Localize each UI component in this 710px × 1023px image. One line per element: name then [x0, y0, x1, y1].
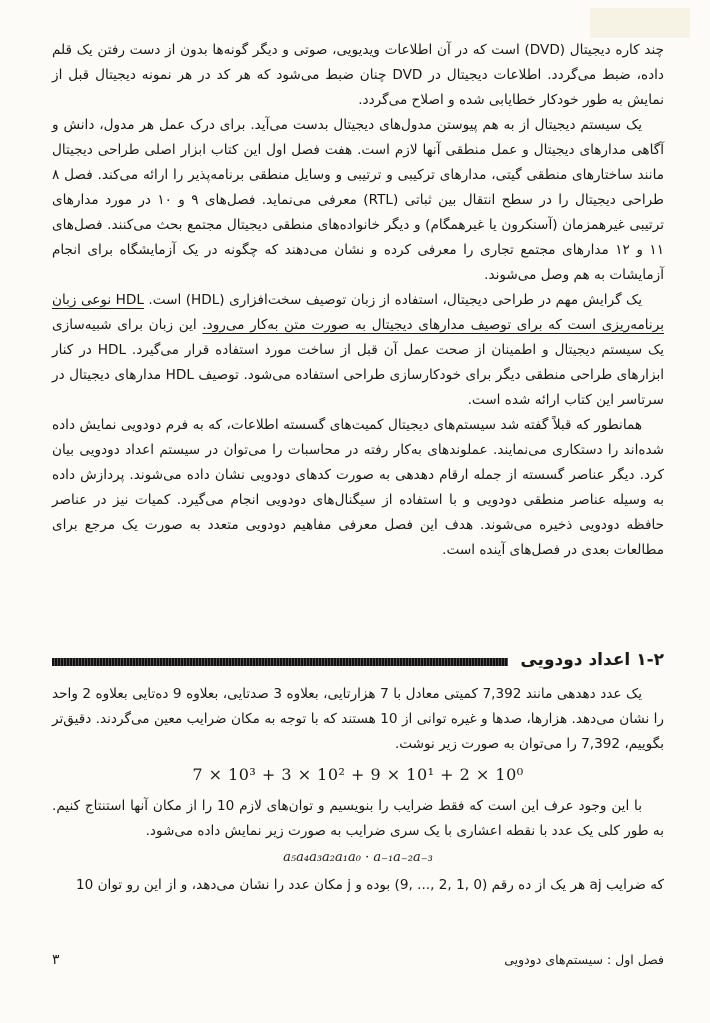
paragraph-text: است که در آن اطلاعات ویدیویی، صوتی و دیگر گونه‌ها بدون از دست رفتن یک قلم داده، ضبط می‌گردد. اطلاعات دیجیتال در DVD چنان ضبط می‌شود که هر کد در هر نمونه دیجیتال قبل از نمایش به طور خودکار خطایابی شده و اصلاح می‌گردد. — [52, 42, 664, 108]
section-title-text: اعداد دودویی — [520, 650, 631, 670]
paragraph-text: یک گرایش مهم در طراحی دیجیتال، استفاده از زبان توصیف سخت‌افزاری (HDL) است. — [143, 292, 642, 308]
paragraph-dvd — [52, 38, 664, 113]
paragraph-binary-intro: همانطور که قبلاً گفته شد سیستم‌های دیجیتال کمیت‌های گسسته اطلاعات، که به فرم دودویی نمایش داده شده‌اند را دستکاری می‌نمایند. عملوندهای به‌کار رفته در محاسبات را می‌توان در سیستم اعداد دودویی بیان کرد. دیگر عناصر گسسته از جمله ارقام دهدهی به صورت کدهای دودویی نشان داده می‌شوند. پردازش داده به وسیله عناصر منطقی دودویی و با استفاده از سیگنال‌های دودویی انجام می‌گیرد. کمیات نیز در عناصر حافظه دودویی ذخیره می‌شوند. هدف این فصل معرفی مفاهیم دودویی متعدد به صورت یک مرجع برای مطالعات بعدی در فصل‌های آینده است. — [52, 417, 664, 558]
page-corner-tab — [590, 8, 690, 38]
paragraph-text: چند کاره دیجیتال — [565, 42, 664, 58]
paragraph-decimal: یک عدد دهدهی مانند 7,392 کمیتی معادل با 7 هزارتایی، بعلاوه 3 صدتایی، بعلاوه 9 ده‌تایی بعلاوه 2 واحد را نشان می‌دهد. هزارها، صدها و غیره توانی از 10 هستند که با توجه به مکان ضرایب معین می‌گردند. دقیق‌تر بگوییم، 7,392 را می‌توان به صورت زیر نوشت. — [52, 686, 664, 752]
section-title — [508, 650, 664, 670]
equation-expansion: 7 × 10³ + 3 × 10² + 9 × 10¹ + 2 × 10⁰ — [192, 765, 524, 784]
section-number: ۱-۲ — [636, 650, 664, 670]
underlined-definition: HDL نوعی زبان برنامه‌ریزی است که برای توصیف مدارهای دیجیتال به صورت متن به‌کار می‌رود. — [52, 292, 664, 333]
section-rule — [52, 658, 508, 666]
page-footer — [52, 952, 664, 968]
body-text — [52, 38, 664, 563]
equation-coefficients: a₅a₄a₃a₂a₁a₀ · a₋₁a₋₂a₋₃ — [283, 850, 433, 865]
paragraph-digits: که ضرایب aj هر یک از ده رقم (0 ,1 ,2 ,... ,9) بوده و j مکان عدد را نشان می‌دهد، و از این رو توان 10 — [75, 877, 664, 893]
page-number: ۳ — [52, 952, 60, 968]
section-body — [52, 682, 664, 898]
paragraph-modules: یک سیستم دیجیتال از به هم پیوستن مدول‌های دیجیتال بدست می‌آید. برای درک عمل هر مدول، دانش و آگاهی مدارهای دیجیتال و عمل منطقی آنها لازم است. هفت فصل اول این کتاب ابزار اصلی طراحی دیجیتال مانند ساختارهای منطقی گیتی، مدارهای ترکیبی و ترتیبی و وسایل منطقی برنامه‌پذیر را ارائه می‌کند. فصل ۸ طراحی دیجیتال را در سطح انتقال بین ثباتی (RTL) معرفی می‌نماید. فصل‌های ۹ و ۱۰ در مورد مدارهای ترتیبی غیرهمزمان (آسنکرون یا غیرهمگام) و دیگر خانواده‌های منطقی دیجیتال مجتمع بحث می‌کنند. فصل‌های ۱۱ و ۱۲ مدارهای مجتمع تجاری را معرفی کرده و نشان می‌دهند که چگونه در یک آزمایشگاه برای انجام آزمایشات به هم وصل می‌شوند. — [52, 117, 664, 283]
footer-chapter: فصل اول : سیستم‌های دودویی — [504, 952, 664, 967]
paragraph-hdl — [52, 288, 664, 413]
section-heading — [52, 646, 664, 674]
latin-term: (DVD) — [524, 42, 566, 58]
paragraph-coefficients: با این وجود عرف این است که فقط ضرایب را بنویسیم و توان‌های لازم 10 را از مکان آنها استنتاج کنیم. به طور کلی یک عدد با نقطه اعشاری با یک سری ضرایب به صورت زیر نمایش داده می‌شود. — [52, 798, 664, 839]
paragraph-text: این زبان برای شبیه‌سازی یک سیستم دیجیتال و اطمینان از صحت عمل آن قبل از ساخت مورد استفاده قرار می‌گیرد. HDL در کنار ابزارهای طراحی منطقی دیگر برای خودکارسازی طراحی استفاده می‌شود. توصیف HDL مدارهای دیجیتال در سرتاسر این کتاب ارائه شده است. — [52, 317, 665, 408]
